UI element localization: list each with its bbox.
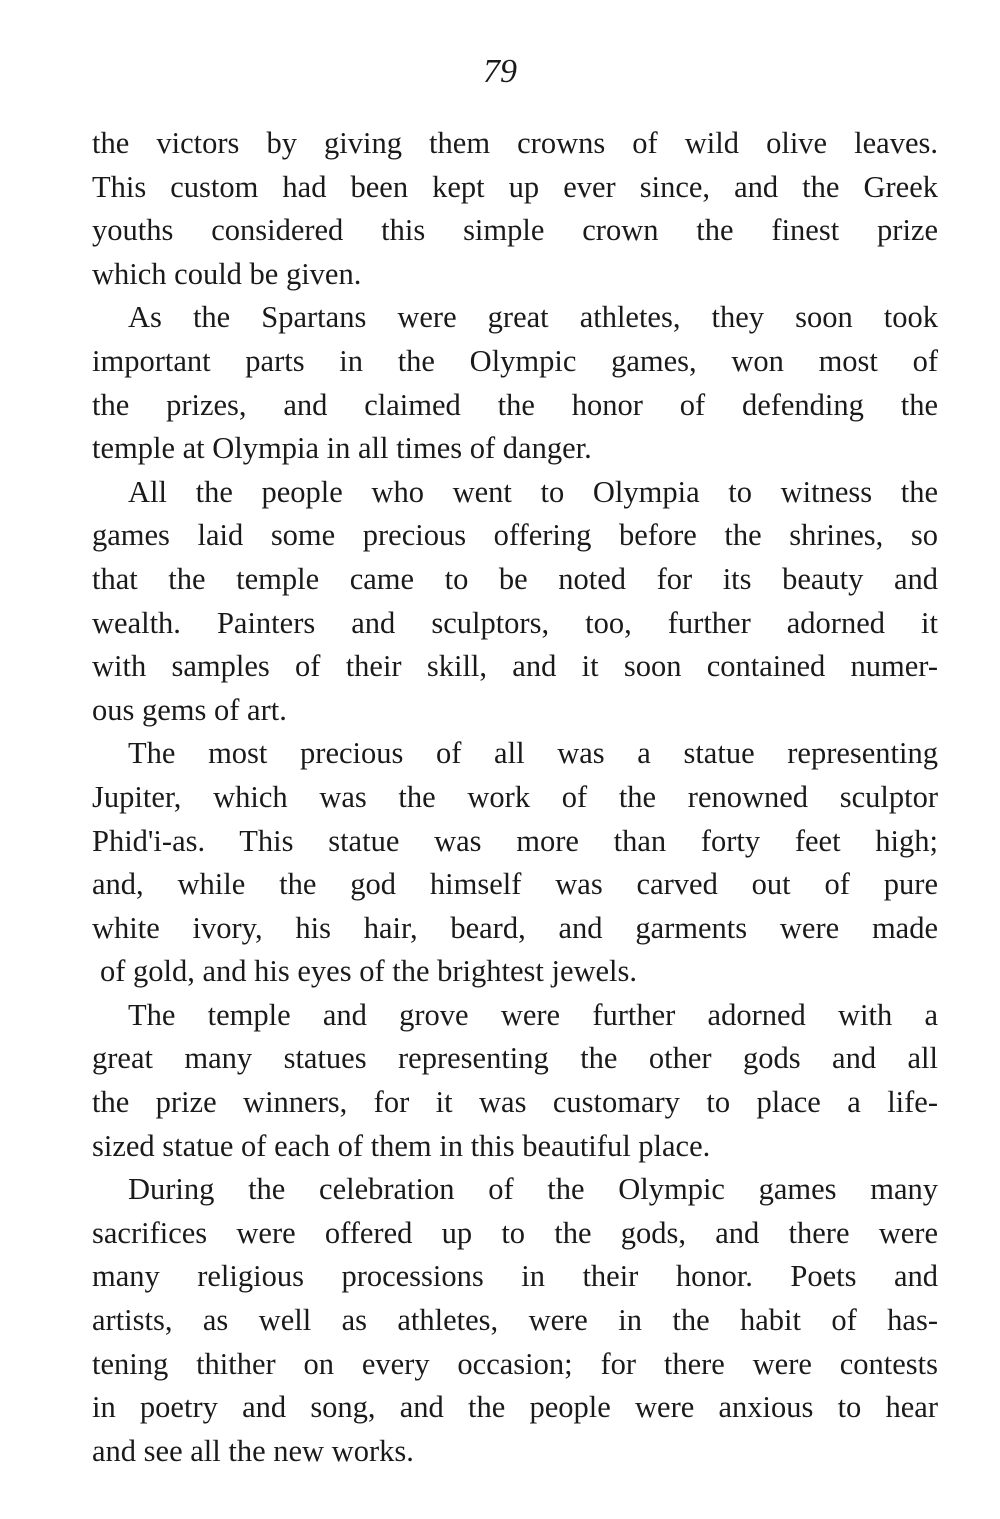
text-line: sized statue of each of them in this beautiful place. <box>92 1128 711 1163</box>
text-line: the prize winners, for it was customary to place a life- <box>92 1085 938 1120</box>
text-line: many religious processions in their honor. Poets and <box>92 1259 938 1294</box>
text-line: that the temple came to be noted for its beauty and <box>92 561 938 596</box>
text-line: artists, as well as athletes, were in the habit of has- <box>92 1303 938 1338</box>
text-line: of gold, and his eyes of the brightest jewels. <box>100 954 638 989</box>
text-line: tening thither on every occasion; for there were contests <box>92 1346 938 1381</box>
text-line: As the Spartans were great athletes, they soon took <box>128 300 938 335</box>
text-line: wealth. Painters and sculptors, too, further adorned it <box>92 605 938 640</box>
text-line: great many statues representing the other gods and all <box>92 1041 938 1076</box>
text-line: Phid'i-as. This statue was more than forty feet high; <box>92 823 938 858</box>
text-line: white ivory, his hair, beard, and garments were made <box>92 910 938 945</box>
body-text <box>92 122 938 1473</box>
text-line: with samples of their skill, and it soon contained numer- <box>92 649 938 684</box>
text-line: games laid some precious offering before the shrines, so <box>92 518 938 553</box>
text-line: ous gems of art. <box>92 692 287 727</box>
text-line: During the celebration of the Olympic games many <box>128 1172 938 1207</box>
text-line: in poetry and song, and the people were anxious to hear <box>92 1390 938 1425</box>
text-line: temple at Olympia in all times of danger. <box>92 431 592 466</box>
text-line: The temple and grove were further adorned with a <box>128 997 938 1032</box>
text-line: the prizes, and claimed the honor of defending the <box>92 387 938 422</box>
text-line: and, while the god himself was carved out of pure <box>92 867 938 902</box>
text-line: Jupiter, which was the work of the renowned sculptor <box>92 779 938 814</box>
text-line: the victors by giving them crowns of wild olive leaves. <box>92 126 938 160</box>
page-number: 79 <box>483 53 517 90</box>
text-line: This custom had been kept up ever since, and the Greek <box>92 169 938 204</box>
text-line: All the people who went to Olympia to witness the <box>128 474 938 509</box>
text-line: and see all the new works. <box>92 1433 414 1468</box>
text-line: sacrifices were offered up to the gods, and there were <box>92 1215 938 1250</box>
text-line: youths considered this simple crown the finest prize <box>92 213 938 248</box>
text-line: important parts in the Olympic games, won most of <box>92 343 938 378</box>
text-line: The most precious of all was a statue representing <box>128 736 938 771</box>
text-line: which could be given. <box>92 256 362 291</box>
